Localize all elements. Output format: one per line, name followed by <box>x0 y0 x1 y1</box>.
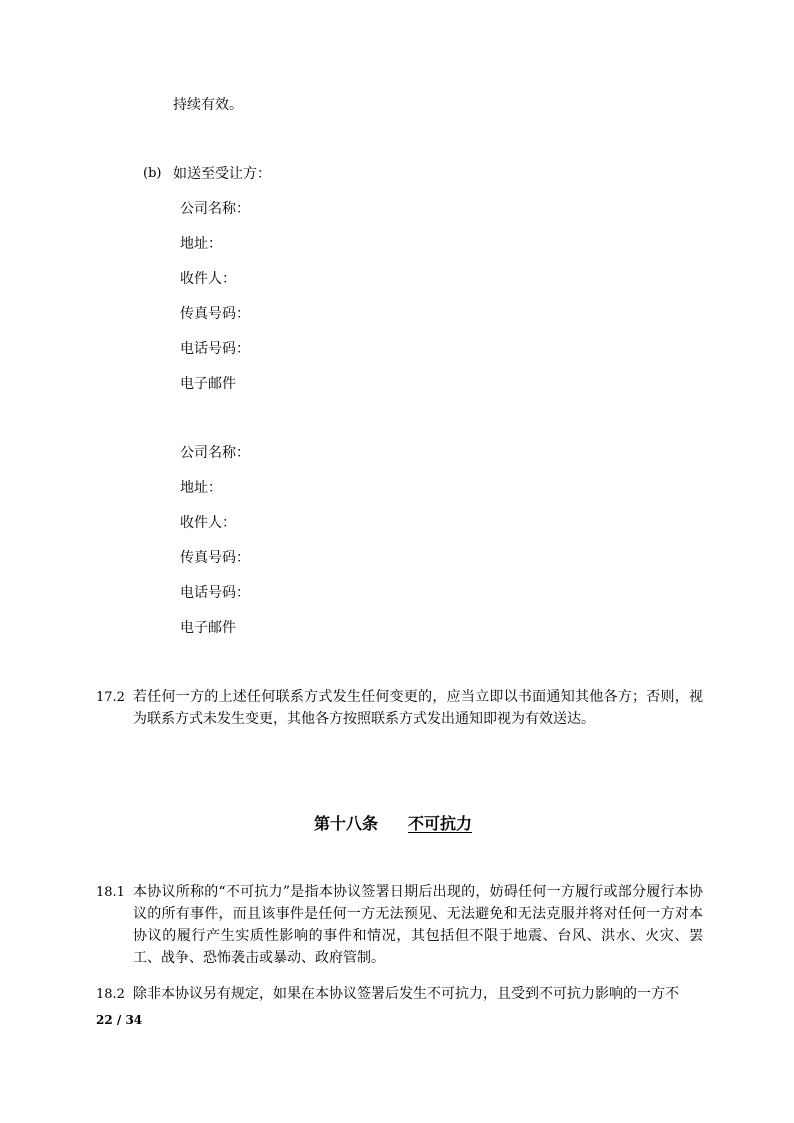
article-title: 不可抗力 <box>408 814 473 833</box>
email-field-1: 电子邮件 <box>180 376 236 392</box>
clause-number-18-2: 18.2 <box>96 987 125 1002</box>
item-text-b: 如送至受让方： <box>173 166 271 182</box>
continuation-text: 持续有效。 <box>173 97 243 113</box>
company-name-field-2: 公司名称： <box>180 445 250 461</box>
item-label-b: (b) <box>143 166 162 181</box>
address-field-2: 地址： <box>180 480 222 496</box>
article-heading <box>314 811 472 834</box>
fax-field-2: 传真号码： <box>180 550 250 566</box>
address-field-1: 地址： <box>180 236 222 252</box>
recipient-field-1: 收件人： <box>180 271 236 287</box>
recipient-field-2: 收件人： <box>180 515 236 531</box>
clause-number-17-2: 17.2 <box>96 690 125 705</box>
clause-text-18-1: 本协议所称的“不可抗力”是指本协议签署日期后出现的，妨碍任何一方履行或部分履行本协议的所有事件，而且该事件是任何一方无法预见、无法避免和无法克服并将对任何一方对本协议的履行产生实质性影响的事件和情况，其包括但不限于地震、台风、洪水、火灾、罢工、战争、恐怖袭击或暴动、政府管制。 <box>133 884 703 966</box>
clause-text-17-2: 若任何一方的上述任何联系方式发生任何变更的，应当立即以书面通知其他各方；否则，视为联系方式未发生变更，其他各方按照联系方式发出通知即视为有效送达。 <box>133 689 703 727</box>
page-number: 22 / 34 <box>96 1013 143 1027</box>
article-number: 第十八条 <box>314 814 379 833</box>
phone-field-2: 电话号码： <box>180 585 250 601</box>
email-field-2: 电子邮件 <box>180 620 236 636</box>
clause-number-18-1: 18.1 <box>96 885 125 900</box>
phone-field-1: 电话号码： <box>180 341 250 357</box>
company-name-field-1: 公司名称： <box>180 201 250 217</box>
clause-text-18-2: 除非本协议另有规定，如果在本协议签署后发生不可抗力，且受到不可抗力影响的一方不 <box>133 986 679 1002</box>
fax-field-1: 传真号码： <box>180 306 250 322</box>
